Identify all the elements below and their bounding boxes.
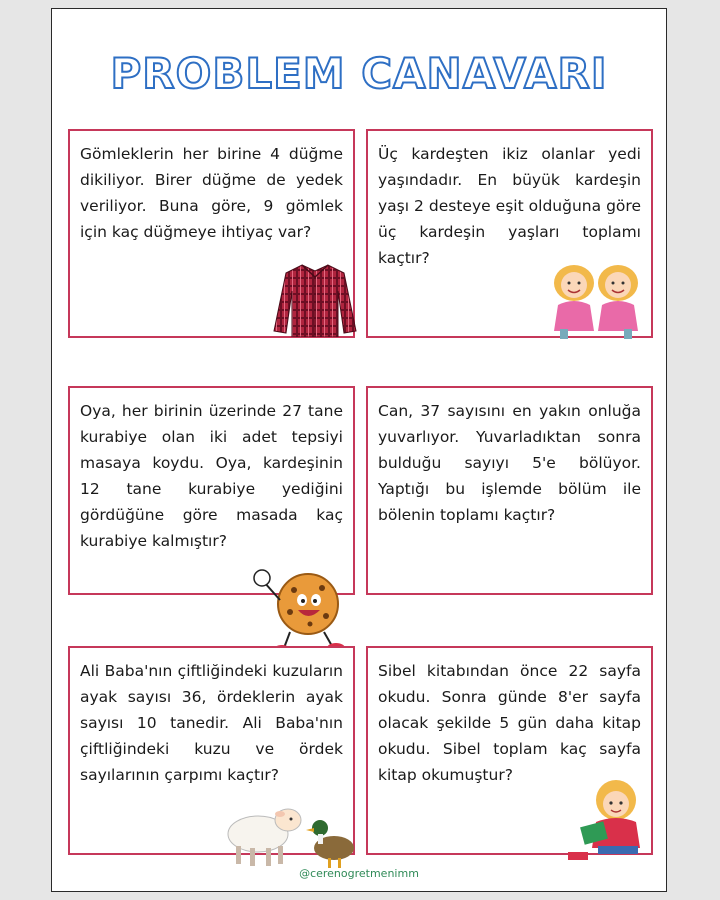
- reading-girl-icon: [568, 778, 654, 862]
- lamb-and-duck-icon: [210, 798, 360, 872]
- cookie-character-icon: [250, 560, 360, 656]
- problem-text: Gömleklerin her birine 4 düğme dikiliyor. Birer düğme de yedek veriliyor. Buna göre, 9 gömlek için kaç düğmeye ihtiyaç var?: [80, 145, 343, 241]
- problem-text: Üç kardeşten ikiz olanlar yedi yaşındadır. En büyük kardeşin yaşı 2 desteye eşit olduğuna göre üç kardeşin yaşları toplamı kaçtır?: [378, 145, 641, 267]
- worksheet: [51, 8, 667, 892]
- problem-text: Can, 37 sayısını en yakın onluğa yuvarlıyor. Yuvarladıktan sonra bulduğu sayıyı 5'e bölüyor. Yaptığı bu işlemde bölüm ile bölenin toplamı kaçtır?: [378, 402, 641, 524]
- shirt-icon: [272, 261, 358, 337]
- problem-card-6: [366, 646, 653, 855]
- page-title: PROBLEM CANAVARI: [110, 49, 608, 98]
- problem-card-2: [366, 129, 653, 338]
- problem-card-1: [68, 129, 355, 338]
- problem-card-5: [68, 646, 355, 855]
- problem-text: Ali Baba'nın çiftliğindeki kuzuların ayak sayısı 36, ördeklerin ayak sayısı 10 tanedir. Ali Baba'nın çiftliğindeki kuzu ve ördek sayılarının çarpımı kaçtır?: [80, 662, 343, 784]
- problem-text: Oya, her birinin üzerinde 27 tane kurabiye olan iki adet tepsiyi masaya koydu. Oya, kardeşinin 12 tane kurabiye yediğini gördüğüne göre masada kaç kurabiye kalmıştır?: [80, 402, 343, 550]
- problem-card-4: [366, 386, 653, 595]
- problem-card-3: [68, 386, 355, 595]
- problem-text: Sibel kitabından önce 22 sayfa okudu. Sonra günde 8'er sayfa olacak şekilde 5 gün daha kitap okudu. Sibel toplam kaç sayfa kitap okumuştur?: [378, 662, 641, 784]
- author-handle: @cerenogretmenimm: [299, 867, 419, 880]
- twin-girls-icon: [544, 257, 648, 339]
